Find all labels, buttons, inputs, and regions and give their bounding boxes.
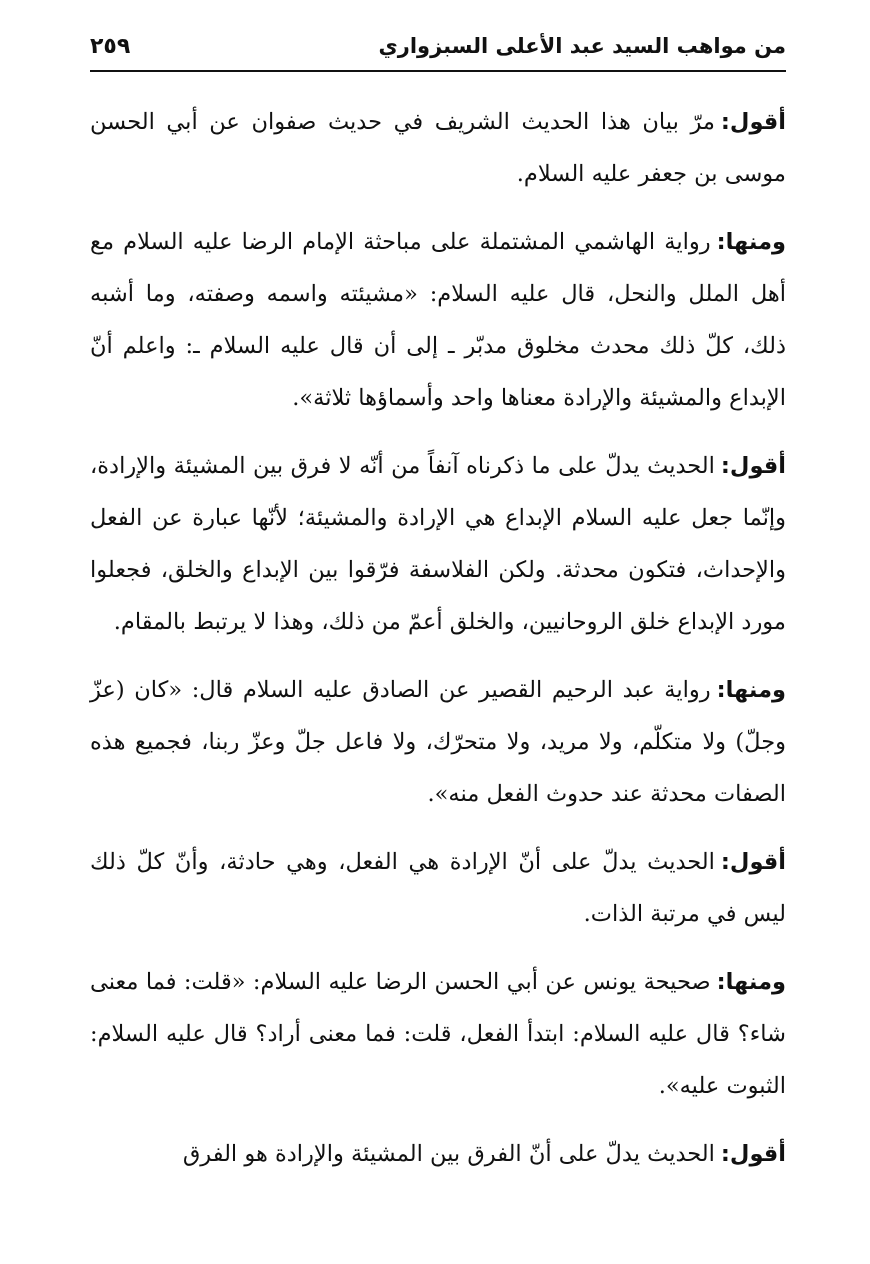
paragraph-5 [90, 836, 786, 940]
paragraph-2 [90, 216, 786, 424]
paragraph-keyword: ومنها: [716, 969, 787, 995]
paragraph-1 [90, 96, 786, 200]
paragraph-keyword: أقول: [720, 109, 786, 135]
paragraph-7 [90, 1128, 786, 1180]
paragraph-keyword: أقول: [720, 453, 786, 479]
paragraph-text: رواية الهاشمي المشتملة على مباحثة الإمام الرضا عليه السلام مع أهل الملل والنحل، قال عليه السلام: «مشيئته واسمه وصفته، وما أشبه ذلك، كلّ ذلك محدث مخلوق مدبّر ـ إلى أن قال عليه السلام ـ: واعلم أنّ الإبداع والمشيئة والإرادة معناها واحد وأسماؤها ثلاثة». [90, 229, 786, 411]
paragraph-text: مرّ بيان هذا الحديث الشريف في حديث صفوان عن أبي الحسن موسى بن جعفر عليه السلام. [90, 109, 786, 187]
paragraph-text: صحيحة يونس عن أبي الحسن الرضا عليه السلام: «قلت: فما معنى شاء؟ قال عليه السلام: ابتدأ الفعل، قلت: فما معنى أراد؟ قال عليه السلام: الثبوت عليه». [90, 969, 786, 1099]
paragraph-text: الحديث يدلّ على أنّ الفرق بين المشيئة والإرادة هو الفرق [182, 1141, 715, 1167]
paragraph-text: رواية عبد الرحيم القصير عن الصادق عليه السلام قال: «كان (عزّ وجلّ) ولا متكلّم، ولا مريد، ولا متحرّك، ولا فاعل جلّ وعزّ ربنا، فجميع هذه الصفات محدثة عند حدوث الفعل منه». [90, 677, 786, 807]
header-title: من مواهب السيد عبد الأعلى السبزواري [378, 34, 786, 58]
paragraph-3 [90, 440, 786, 648]
page-body [90, 96, 786, 1196]
paragraph-text: الحديث يدلّ على أنّ الإرادة هي الفعل، وهي حادثة، وأنّ كلّ ذلك ليس في مرتبة الذات. [90, 849, 786, 927]
page-number: ٢٥٩ [90, 34, 131, 59]
running-header [90, 30, 786, 72]
paragraph-4 [90, 664, 786, 820]
paragraph-text: الحديث يدلّ على ما ذكرناه آنفاً من أنّه لا فرق بين المشيئة والإرادة، وإنّما جعل عليه السلام الإبداع هي الإرادة والمشيئة؛ لأنّها عبارة عن الفعل والإحداث، فتكون محدثة. ولكن الفلاسفة فرّقوا بين الإبداع والخلق، فجعلوا مورد الإبداع خلق الروحانيين، والخلق أعمّ من ذلك، وهذا لا يرتبط بالمقام. [90, 453, 786, 635]
paragraph-keyword: ومنها: [716, 677, 786, 703]
paragraph-keyword: أقول: [720, 849, 786, 875]
paragraph-6 [90, 956, 786, 1112]
paragraph-keyword: ومنها: [716, 229, 786, 255]
paragraph-keyword: أقول: [720, 1141, 786, 1167]
